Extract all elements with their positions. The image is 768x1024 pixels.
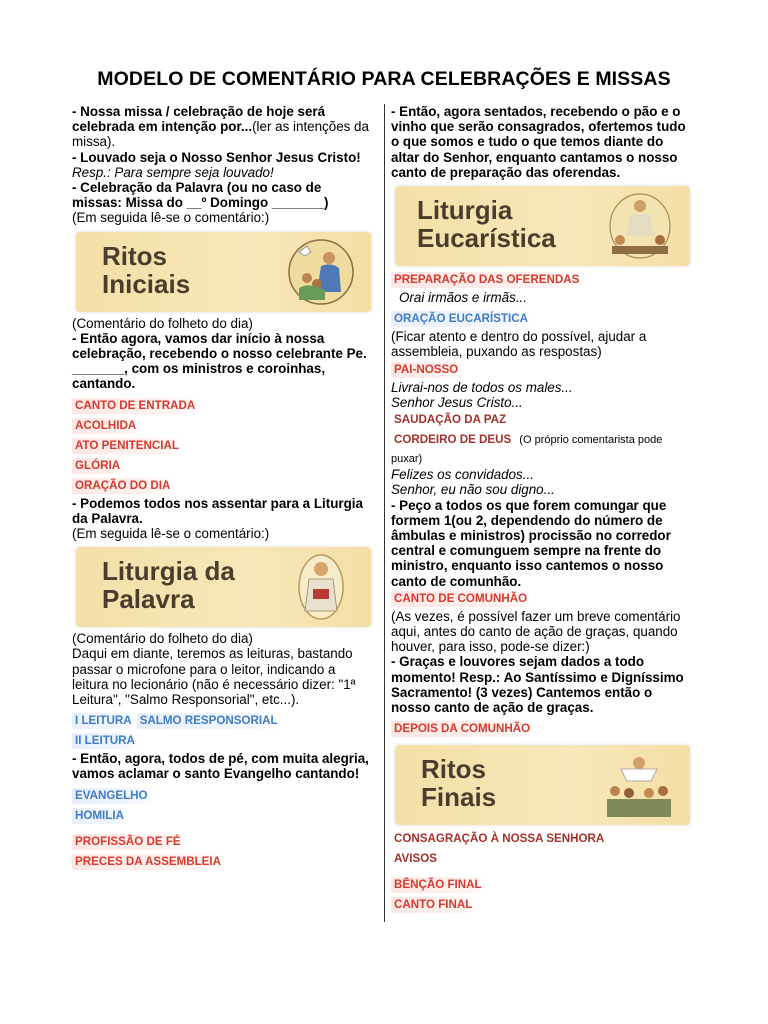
tag-pai-nosso: PAI-NOSSO (391, 362, 463, 378)
pray-brothers-text: Orai irmãos e irmãs... (399, 290, 527, 306)
tag-bencao-final: BÊNÇÃO FINAL (391, 877, 487, 893)
readings-tags (72, 711, 372, 751)
intention-paragraph (72, 104, 372, 150)
banner-title: Liturgia da Palavra (102, 556, 235, 615)
celebration-line: - Celebração da Palavra (ou no caso de missas: Missa do __º Domingo _______) (72, 180, 329, 211)
figure-icon (604, 192, 676, 260)
tag-profissao-fe: PROFISSÃO DE FÉ (72, 834, 186, 850)
figure-icon (594, 751, 684, 819)
tag-saudacao-paz: SAUDAÇÃO DA PAZ (394, 413, 507, 427)
banner-title: Ritos Iniciais (102, 240, 191, 299)
banner-title: Liturgia Eucarística (417, 195, 556, 254)
page-title: MODELO DE COMENTÁRIO PARA CELEBRAÇÕES E MISSAS (97, 68, 671, 90)
cordeiro-note: (O próprio comentarista pode puxar) (391, 434, 663, 466)
banner-liturgia-palavra (76, 547, 371, 627)
left-column (72, 104, 372, 872)
sit-down-text: - Podemos todos nos assentar para a Liturgia da Palavra. (72, 495, 363, 526)
banner-ritos-finais (395, 745, 690, 825)
tag-depois-comunhao: DEPOIS DA COMUNHÃO (391, 721, 535, 737)
communion-instructions: - Peço a todos os que forem comungar que formem 1(ou 2, dependendo do número de âmbulas e ministros) procissão no corredor central e comunguem sempre na frente do ministro, enquanto isso cantemos o nosso canto de comunhão. (391, 497, 671, 589)
tag-oracao-eucaristica: ORAÇÃO EUCARÍSTICA (391, 311, 533, 327)
banner-liturgia-eucaristica (395, 186, 690, 266)
deliver-us-text: Livrai-nos de todos os males... (391, 379, 573, 395)
read-comment-note: (Em seguida lê-se o comentário:) (72, 210, 270, 226)
tag-evangelho: EVANGELHO (72, 788, 153, 804)
tag-avisos: AVISOS (394, 852, 437, 866)
lord-jesus-text: Senhor Jesus Cristo... (391, 394, 523, 410)
intention-note: (ler as intenções da missa). (72, 119, 369, 150)
banner-title: Ritos Finais (421, 754, 497, 813)
readings-instructions: Daqui em diante, teremos as leituras, bastando passar o microfone para o leitor, indicando a leitura no lecionário (não é necessário dizer: "1ª Leitura", "Salmo Responsorial", etc...). (72, 646, 356, 708)
tag-ato-penitencial: ATO PENITENCIAL (72, 438, 184, 454)
column-divider (384, 104, 385, 922)
figure-icon (285, 238, 357, 306)
greeting-paragraph (72, 150, 372, 180)
start-celebration-text: - Então agora, vamos dar início à nossa celebração, recebendo o nosso celebrante Pe. _______, com os ministros e coroinhas, cantando. (72, 330, 367, 392)
tag-gloria: GLÓRIA (72, 458, 125, 474)
tag-canto-comunhao: CANTO DE COMUNHÃO (391, 591, 532, 607)
tag-preparacao-oferendas: PREPARAÇÃO DAS OFERENDAS (391, 272, 584, 288)
intention-text: - Nossa missa / celebração de hoje será celebrada em intenção por... (72, 104, 326, 135)
brief-comment-note: (As vezes, é possível fazer um breve comentário aqui, antes do canto de ação de graças, quando houver, para isso, pode-se dizer:) (391, 608, 681, 655)
happy-invited-text: Felizes os convidados... (391, 467, 534, 483)
figure-icon (285, 553, 357, 621)
tag-ii-leitura: II LEITURA (72, 733, 140, 749)
tag-oracao-do-dia: ORAÇÃO DO DIA (72, 478, 175, 494)
tag-acolhida: ACOLHIDA (72, 418, 141, 434)
not-worthy-text: Senhor, eu não sou digno... (391, 482, 555, 498)
thanksgiving-text: - Graças e louvores sejam dados a todo momento! Resp.: Ao Santíssimo e Digníssimo Sacramento! (3 vezes) Cantemos então o nosso canto de ação de graças. (391, 654, 684, 716)
tag-canto-entrada: CANTO DE ENTRADA (72, 398, 200, 414)
greeting-text: - Louvado seja o Nosso Senhor Jesus Cristo! (72, 149, 361, 165)
greeting-response: Resp.: Para sempre seja louvado! (72, 164, 274, 180)
gospel-acclamation-text: - Então, agora, todos de pé, com muita alegria, vamos aclamar o santo Evangelho cantando! (72, 751, 369, 782)
initial-rites-tags (72, 396, 372, 496)
tag-homilia: HOMILIA (72, 808, 129, 824)
tag-cordeiro-deus: CORDEIRO DE DEUS (394, 433, 512, 447)
attentive-note: (Ficar atento e dentro do possível, ajudar a assembleia, puxando as respostas) (391, 329, 647, 360)
tag-preces: PRECES DA ASSEMBLEIA (72, 854, 226, 870)
tag-canto-final: CANTO FINAL (391, 897, 477, 913)
tag-consagracao: CONSAGRAÇÃO À NOSSA SENHORA (394, 832, 605, 846)
tag-i-leitura: I LEITURA (72, 713, 137, 729)
gospel-tags (72, 786, 372, 872)
leaflet-comment-2: (Comentário do folheto do dia) (72, 631, 253, 647)
read-comment-note-2: (Em seguida lê-se o comentário:) (72, 526, 270, 542)
banner-ritos-iniciais (76, 232, 371, 312)
leaflet-comment: (Comentário do folheto do dia) (72, 315, 253, 331)
tag-salmo: SALMO RESPONSORIAL (137, 713, 283, 729)
offertory-text: - Então, agora sentados, recebendo o pão e o vinho que serão consagrados, ofertemos tudo o que somos e tudo o que temos diante do altar do Senhor, enquanto cantamos o nosso canto de preparação das oferendas. (391, 104, 686, 180)
right-column (391, 104, 691, 915)
